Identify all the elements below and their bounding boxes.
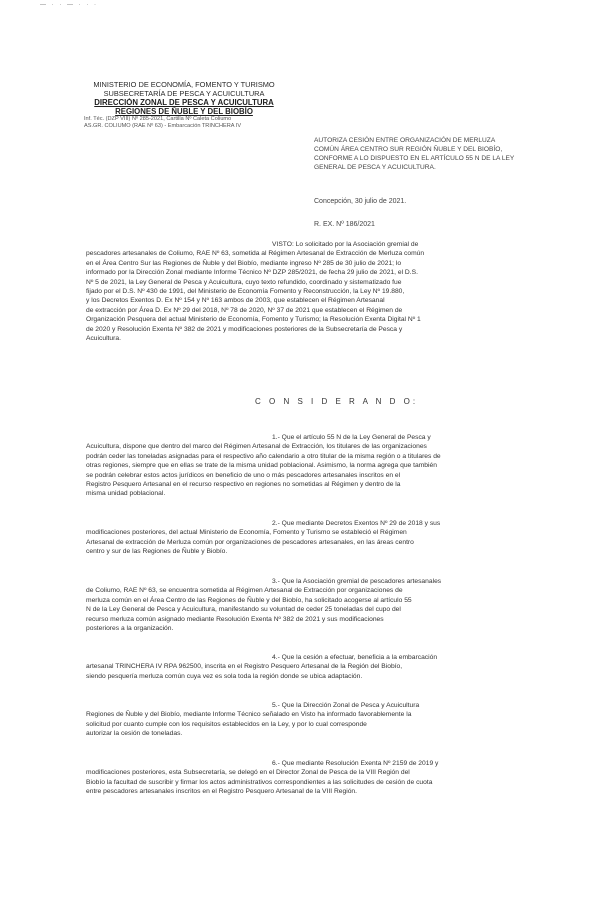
considerando-paragraph xyxy=(86,653,524,681)
header-office-line: DIRECCIÓN ZONAL DE PESCA Y ACUICULTURA xyxy=(94,98,274,107)
subject-line: AUTORIZA CESIÓN ENTRE ORGANIZACIÓN DE MERLUZA xyxy=(314,137,496,144)
considerando-paragraph xyxy=(86,759,524,797)
considerando-line: merluza común en el Área Centro de las Regiones de Ñuble y del Biobío, ha solicitado acogerse al artículo 55 xyxy=(86,596,412,604)
visto-line: de 2020 y Resolución Exenta Nº 382 de 2021 y modificaciones posteriores de la Subsecretaría de Pesca y xyxy=(86,325,403,333)
considerando-paragraph xyxy=(86,519,524,557)
visto-line: de extracción por Área D. Ex Nº 29 del 2018, Nº 78 de 2020, Nº 37 de 2021 que establecen el Régimen de xyxy=(86,306,403,314)
visto-line: en el Área Centro Sur las Regiones de Ñuble y del Biobío, mediante ingreso Nº 285 de 30 julio de 2021; lo xyxy=(86,259,402,267)
considerando-line: 6.- Que mediante Resolución Exenta Nº 2159 de 2019 y xyxy=(272,760,439,767)
visto-line: fijado por el D.S. Nº 430 de 1991, del Ministerio de Economía Fomento y Reconstrucción, la Ley Nº 19.880, xyxy=(86,288,405,296)
top-scan-mark: — · · — · · · xyxy=(40,2,98,8)
header-office-line: REGIONES DE ÑUBLE Y DEL BIOBÍO xyxy=(115,107,253,116)
resolution-subject xyxy=(314,136,522,172)
institution-header xyxy=(84,80,284,130)
considerando-line: 5.- Que la Dirección Zonal de Pesca y Acuicultura xyxy=(272,702,420,709)
visto-line: Nº 5 de 2021, la Ley General de Pesca y Acuicultura, cuyo texto refundido, coordinado y sistematizado fue xyxy=(86,278,402,286)
place-date: Concepción, 30 julio de 2021. xyxy=(314,198,407,205)
considerando-line: Acuicultura, dispone que dentro del marco del Régimen Artesanal de Extracción, los titulares de las organizaciones xyxy=(86,443,427,451)
subject-line: COMÚN ÁREA CENTRO SUR REGIÓN ÑUBLE Y DEL BIOBÍO, xyxy=(314,146,503,153)
considerando-line: artesanal TRINCHERA IV RPA 962500, inscrita en el Registro Pesquero Artesanal de la Región del Biobío, xyxy=(86,663,403,671)
considerando-line: 1.- Que el artículo 55 N de la Ley General de Pesca y xyxy=(272,434,431,441)
visto-line: Organización Pesquera del actual Ministerio de Economía, Fomento y Turismo; la Resolución Exenta Digital Nº 1 xyxy=(86,316,421,324)
visto-line: VISTO: Lo solicitado por la Asociación gremial de xyxy=(272,241,419,248)
header-line: MINISTERIO DE ECONOMÍA, FOMENTO Y TURISMO xyxy=(93,80,275,89)
resolution-number: R. EX. Nº 186/2021 xyxy=(314,221,375,228)
considerando-line: 2.- Que mediante Decretos Exentos Nº 29 de 2018 y sus xyxy=(272,520,441,527)
considerando-paragraph xyxy=(86,577,524,633)
considerando-line: Registro Pesquero Artesanal en el recurso respectivo en regiones no sometidas al Régimen y dentro de la xyxy=(86,481,401,489)
subject-line: CONFORME A LO DISPUESTO EN EL ARTÍCULO 55 N DE LA LEY xyxy=(314,155,515,162)
considerando-line: Biobío la facultad de suscribir y firmar los actos administrativos correspondientes a las solicitudes de cesión de cuota xyxy=(86,778,433,786)
considerando-line: solicitud por cuanto cumple con los requisitos establecidos en la Ley, y por lo cual corresponde xyxy=(86,720,367,728)
considerando-line: autorizar la cesión de toneladas. xyxy=(86,730,183,738)
considerando-line: otras regiones, siempre que en ellas se trate de la misma unidad poblacional. Asimismo, la norma agrega que también xyxy=(86,462,437,470)
visto-line: y los Decretos Exentos D. Ex Nº 154 y Nº 163 ambos de 2003, que establecen el Régimen Artesanal xyxy=(86,297,385,305)
visto-line: pescadores artesanales de Coliumo, RAE Nº 63, sometida al Régimen Artesanal de Extracción de Merluza común xyxy=(86,250,425,258)
visto-line: informado por la Dirección Zonal mediante Informe Técnico Nº DZP 285/2021, de fecha 29 julio de 2021, el D.S. xyxy=(86,269,418,277)
considerando-line: centro y sur de las Regiones de Ñuble y Biobío. xyxy=(86,548,228,556)
considerando-line: posteriores a la organización. xyxy=(86,625,174,633)
considerando-line: 4.- Que la cesión a efectuar, beneficia a la embarcación xyxy=(272,654,438,661)
considerando-title: C O N S I D E R A N D O: xyxy=(255,397,419,406)
considerando-line: misma unidad poblacional. xyxy=(86,490,166,498)
considerando-line: Artesanal de extracción de Merluza común por organizaciones de pescadores artesanales, en las áreas centro xyxy=(86,538,414,546)
considerando-line: de Coliumo, RAE Nº 63, se encuentra sometida al Régimen Artesanal de Extracción por organizaciones de xyxy=(86,587,403,595)
subject-line: GENERAL DE PESCA Y ACUICULTURA. xyxy=(314,164,436,171)
considerando-line: se podrán celebrar estos actos jurídicos en beneficio de uno o más pescadores artesanales inscritos en el xyxy=(86,471,401,479)
header-reference-line: Inf. Téc. (DZP VIII) Nº 285-2021, Cartilla Nº Caleta Coliumo xyxy=(84,116,232,122)
visto-paragraph xyxy=(86,240,524,343)
considerando-line: 3.- Que la Asociación gremial de pescadores artesanales xyxy=(272,578,442,585)
header-line: SUBSECRETARÍA DE PESCA Y ACUICULTURA xyxy=(103,89,265,98)
considerando-line: podrán ceder las toneladas asignadas para el respectivo año calendario a otro titular de la misma región o a titulares de xyxy=(86,452,441,460)
visto-line: Acuicultura. xyxy=(86,335,121,343)
header-reference-line: AS.GR. COLIUMO (RAE Nº 63) - Embarcación TRINCHERA IV xyxy=(84,123,242,129)
considerando-line: N de la Ley General de Pesca y Acuicultura, manifestando su voluntad de ceder 25 toneladas del cupo del xyxy=(86,606,401,614)
considerando-line: modificaciones posteriores, esta Subsecretaría, se delegó en el Director Zonal de Pesca de la VIII Región del xyxy=(86,769,410,777)
considerando-paragraph xyxy=(86,701,524,739)
considerando-line: modificaciones posteriores, del actual Ministerio de Economía, Fomento y Turismo se estableció el Régimen xyxy=(86,529,407,537)
considerando-line: siendo pesquería merluza común cuya vez es sola toda la región donde se ubica adaptación. xyxy=(86,672,363,680)
considerando-paragraph xyxy=(86,433,524,499)
considerando-line: recurso merluza común asignado mediante Resolución Exenta Nº 382 de 2021 y sus modificaciones xyxy=(86,615,384,623)
considerando-line: entre pescadores artesanales inscritos en el Registro Pesquero Artesanal de la VIII Región. xyxy=(86,788,357,796)
considerando-line: Regiones de Ñuble y del Biobío, mediante Informe Técnico señalado en Visto ha informado favorablemente la xyxy=(86,711,412,719)
